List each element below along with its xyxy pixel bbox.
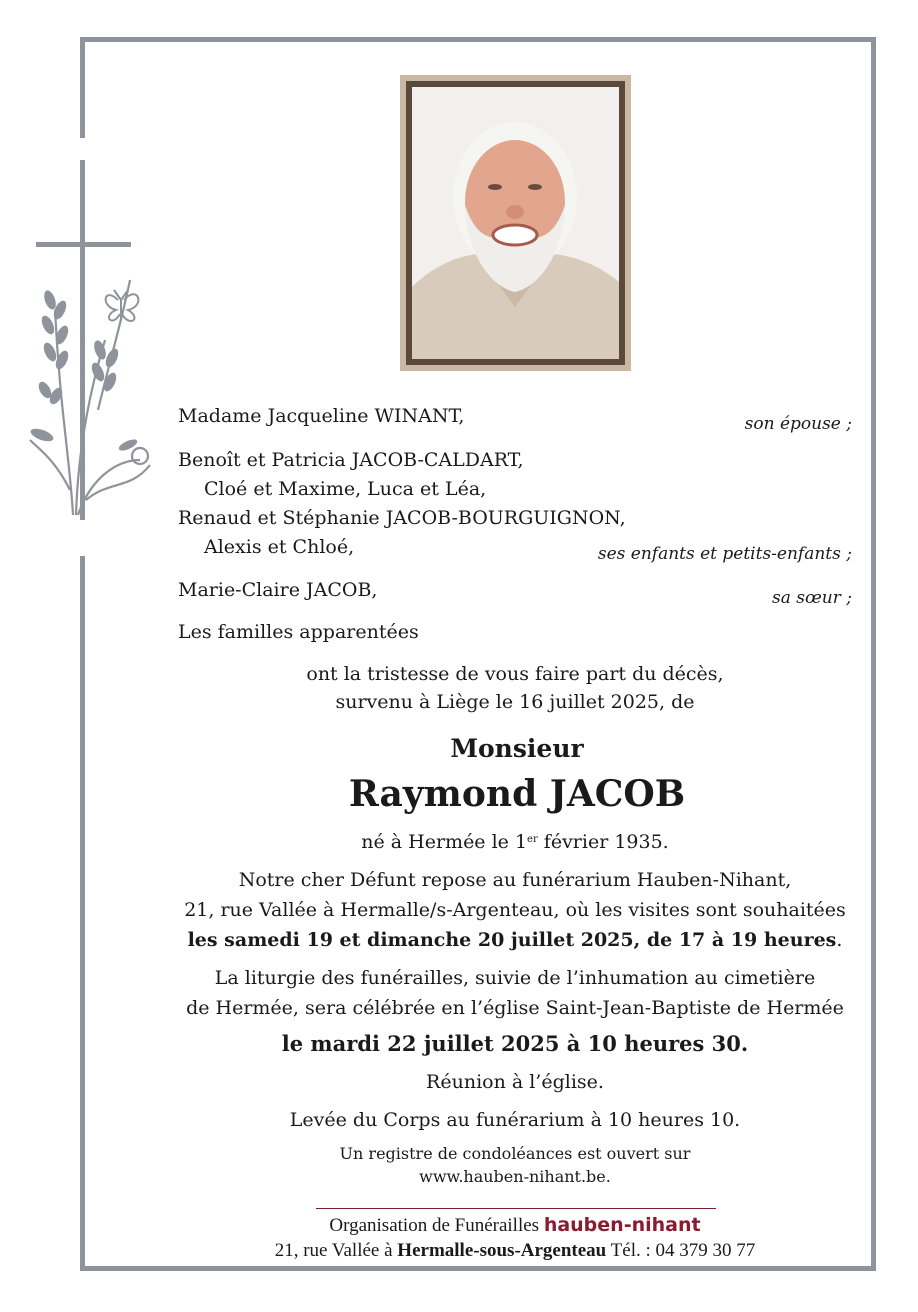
registry-line: Un registre de condoléances est ouvert sur: [339, 1144, 691, 1163]
footer-divider: [316, 1208, 716, 1209]
portrait-photo: [412, 87, 619, 359]
children-line: Renaud et Stéphanie JACOB-BOURGUIGNON,: [178, 507, 626, 529]
grandchildren-line: Alexis et Chloé,: [204, 536, 355, 558]
grandchildren-line: Cloé et Maxime, Luca et Léa,: [204, 478, 487, 500]
children-line: Benoît et Patricia JACOB-CALDART,: [178, 449, 524, 471]
spouse-relation: son épouse ;: [744, 414, 852, 434]
deceased-title: Monsieur: [450, 734, 584, 763]
birth-line: né à Hermée le 1er février 1935.: [361, 831, 669, 853]
cross-icon: [0, 160, 160, 540]
visit-line: Notre cher Défunt repose au funérarium Hauben-Nihant,: [238, 869, 792, 891]
footer-address: 21, rue Vallée à Hermalle-sous-Argenteau Tél. : 04 379 30 77: [274, 1240, 756, 1261]
visit-dates: les samedi 19 et dimanche 20 juillet 2025, de 17 à 19 heures.: [187, 929, 843, 951]
footer-organisation: Organisation de Funérailles hauben-nihant: [329, 1214, 701, 1236]
sister-name: Marie-Claire JACOB,: [178, 579, 378, 601]
families-line: Les familles apparentées: [178, 621, 419, 643]
sister-relation: sa sœur ;: [771, 588, 852, 608]
liturgy-date: le mardi 22 juillet 2025 à 10 heures 30.: [281, 1031, 749, 1056]
spouse-name: Madame Jacqueline WINANT,: [178, 405, 465, 427]
announce-line: survenu à Liège le 16 juillet 2025, de: [335, 691, 695, 713]
levee-line: Levée du Corps au funérarium à 10 heures 10.: [289, 1109, 741, 1131]
brand-logo: hauben-nihant: [543, 1214, 701, 1236]
registry-url: www.hauben-nihant.be.: [419, 1167, 611, 1186]
deceased-name: Raymond JACOB: [348, 773, 686, 815]
meeting-line: Réunion à l’église.: [426, 1071, 604, 1093]
visit-line: 21, rue Vallée à Hermalle/s-Argenteau, où les visites sont souhaitées: [184, 899, 846, 921]
liturgy-line: de Hermée, sera célébrée en l’église Saint-Jean-Baptiste de Hermée: [186, 997, 844, 1019]
children-relation: ses enfants et petits-enfants ;: [597, 544, 852, 564]
liturgy-line: La liturgie des funérailles, suivie de l’inhumation au cimetière: [214, 967, 816, 989]
announce-line: ont la tristesse de vous faire part du décès,: [306, 663, 724, 685]
